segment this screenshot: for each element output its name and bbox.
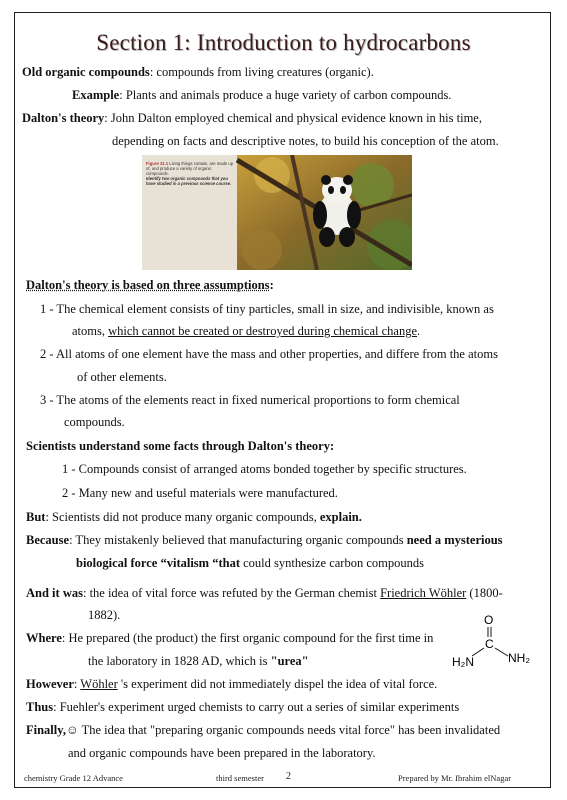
however-text: 's experiment did not immediately dispel the idea of vital force.: [117, 677, 438, 691]
urea-structure: [446, 610, 556, 670]
however-line: [26, 676, 437, 692]
footer-subject: chemistry Grade 12 Advance: [24, 773, 123, 783]
and-it-was-line-2: 1882).: [88, 608, 121, 622]
but-explain: explain.: [319, 510, 362, 524]
urea-carbon: C: [485, 637, 494, 651]
assumption-2: 2 - All atoms of one element have the mass and other properties, and differe from the atoms: [40, 347, 498, 361]
thus-term: Thus: [26, 700, 54, 714]
dalton-line: [22, 110, 482, 126]
figure-caption-question: Identify two organic compounds that you have studied in a previous science course.: [146, 176, 232, 186]
because-term: Because: [26, 533, 70, 547]
footer-semester: third semester: [216, 773, 264, 783]
assumptions-heading: Dalton's theory is based on three assumptions:: [26, 278, 274, 292]
panda-figure: [142, 155, 412, 270]
thus-line: [26, 699, 459, 715]
dalton-line-2: depending on facts and descriptive notes, to build his conception of the atom.: [112, 134, 499, 148]
where-term: Where: [26, 631, 62, 645]
finally-line: [26, 722, 500, 738]
page-title: Section 1: Introduction to hydrocarbons: [96, 30, 471, 55]
assumption-3: 3 - The atoms of the elements react in fixed numerical proportions to form chemical: [40, 393, 460, 407]
because-line: [26, 532, 503, 548]
scientists-fact-2: 2 - Many new and useful materials were manufactured.: [62, 486, 338, 500]
footer-author: Prepared by Mr. Ibrahim elNagar: [398, 773, 512, 783]
finally-line-2: and organic compounds have been prepared in the laboratory.: [68, 746, 376, 760]
figure-caption-label: Figure 31.1: [146, 161, 169, 166]
because-text: : They mistakenly believed that manufacturing organic compounds: [69, 533, 407, 547]
but-term: But: [26, 510, 46, 524]
wohler-years: (1800-: [466, 586, 503, 600]
and-it-was-term: And it was: [26, 586, 83, 600]
assumption-3-cont: compounds.: [64, 415, 125, 429]
assumption-1-plain: atoms,: [72, 324, 109, 338]
wohler-name: Friedrich Wöhler: [380, 586, 467, 600]
old-organic-term: Old organic compounds: [22, 65, 150, 79]
dalton-def: : John Dalton employed chemical and physical evidence known in his time,: [104, 111, 482, 125]
panda-photo: [142, 155, 412, 270]
urea-nh2: NH₂: [508, 651, 530, 665]
assumption-1-cont: atoms, which cannot be created or destroyed during chemical change.: [72, 324, 421, 338]
scientists-heading: Scientists understand some facts through Dalton's theory:: [26, 439, 335, 453]
urea-word: "urea": [270, 654, 309, 668]
assumption-1: 1 - The chemical element consists of tiny particles, small in size, and indivisible, known as: [40, 302, 494, 316]
where-line-2-text: the laboratory in 1828 AD, which is: [88, 654, 271, 668]
finally-text: The idea that "preparing organic compounds needs vital force" has been invalidated: [78, 723, 501, 737]
finally-term: Finally,: [26, 723, 66, 737]
however-wohler: Wöhler: [80, 677, 118, 691]
example-term: Example: [72, 88, 120, 102]
and-it-was-line: [26, 585, 503, 601]
example-line: [72, 87, 451, 103]
example-def: : Plants and animals produce a huge variety of carbon compounds.: [119, 88, 452, 102]
thus-text: : Fuehler's experiment urged chemists to carry out a series of similar experiments: [53, 700, 460, 714]
however-term: However: [26, 677, 74, 691]
and-it-was-text: : the idea of vital force was refuted by the German chemist: [82, 586, 381, 600]
old-organic-line: [22, 64, 374, 80]
because-bold: need a mysterious: [406, 533, 503, 547]
assumption-2-cont: of other elements.: [77, 370, 167, 384]
where-line-2: [88, 653, 309, 669]
urea-h2n: H₂N: [452, 655, 474, 669]
but-text: : Scientists did not produce many organic compounds,: [45, 510, 320, 524]
smiley-icon: ☺: [65, 723, 79, 737]
assumption-1-underlined: which cannot be created or destroyed during chemical change: [108, 324, 418, 338]
footer-page-number: 2: [286, 771, 291, 782]
however-sep: :: [73, 677, 81, 691]
assumptions-heading-text: Dalton's theory is based on three assumptions: [26, 278, 270, 292]
because-line-2-rest: could synthesize carbon compounds: [239, 556, 424, 570]
but-line: [26, 509, 362, 525]
old-organic-def: : compounds from living creatures (organic).: [149, 65, 374, 79]
where-text: : He prepared (the product) the first organic compound for the first time in: [61, 631, 434, 645]
where-line: [26, 630, 433, 646]
figure-caption-text: Living things contain, are made up of, and produce a variety of organic compounds.: [146, 161, 234, 176]
urea-oxygen: O: [484, 613, 494, 627]
because-line-2: [76, 555, 424, 571]
vitalism-text: biological force “vitalism “that: [76, 556, 240, 570]
scientists-fact-1: 1 - Compounds consist of arranged atoms bonded together by specific structures.: [62, 462, 467, 476]
dalton-term: Dalton's theory: [22, 111, 105, 125]
